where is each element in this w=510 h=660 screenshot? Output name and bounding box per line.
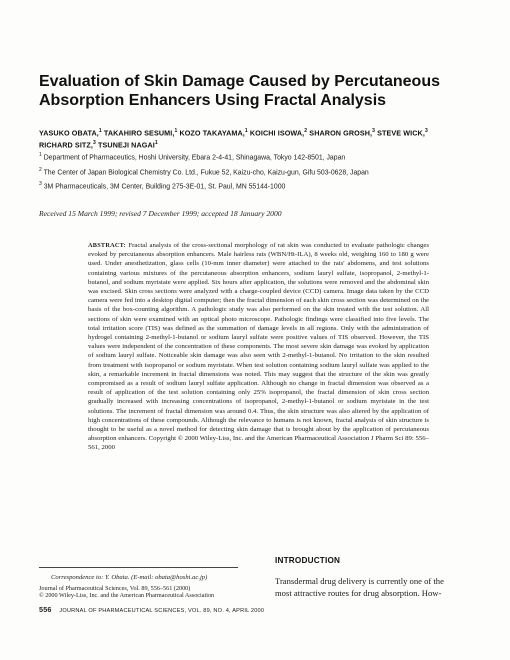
author-name: KOZO TAKAYAMA, [179,128,245,138]
affiliation-mark: 1 [39,152,42,158]
author-name: TAKAHIRO SESUMI, [103,128,175,138]
affiliation-1 [39,151,479,162]
affiliation-text: The Center of Japan Biological Chemistry Co. Ltd., Fukue 52, Kaizu-cho, Kaizu-gun, Gifu 503-0628, Japan [43,169,369,177]
author-affiliation-mark: 1 [154,140,158,147]
author-name: STEVE WICK, [377,128,425,138]
author-affiliation-mark: 1 [98,128,102,134]
author-list [39,126,479,151]
page-number: 556 [39,605,52,614]
correspondence-footnote [39,574,249,599]
copyright-notice: © 2000 Wiley-Liss, Inc. and the American Pharmaceutical Association [39,591,215,599]
abstract [88,241,429,453]
author-affiliation-mark: 3 [93,140,96,147]
affiliation-2 [39,166,479,177]
abstract-text: Fractal analysis of the cross-sectional morphology of rat skin was conducted to evaluate pathologic changes evoked by percutaneous absorption enhancers. Male hairless rats (WBN/Ht-ILA), 8 weeks old, weighing 160 to 180 g were used. Under anesthetization, glass cells (10-mm inner diameter) were attached to the rats' abdomens, and test solutions containing various mixtures of the percutaneous absorption enhancers, sodium lauryl sulfate, isopropanol, 2-methyl-1-butanol, and sodium myristate were applied. Six hours after application, the solutions were removed and the abdominal skin was excised. Skin cross sections were analyzed with a charge-coupled device (CCD) camera. Image data taken by the CCD camera were fed into a desktop digital computer; then the fractal dimension of each skin cross section was determined on the basis of the box-counting algorithm. A pathologic study was also performed on the skin treated with the test solution. All sections of skin were examined with an optical photo microscope. Pathologic findings were classified into five levels. The total irritation score (TIS) was defined as the summation of damage levels in all regions. Only with the administration of hydrogel containing 2-methyl-1-butanol or sodium lauryl sulfate were positive values of TIS observed. However, the TIS values were independent of the concentration of these components. The most severe skin damage was evoked by application of sodium lauryl sulfate. Noticeable skin damage was also seen with 2-methyl-1-butanol. No irritation to the skin resulted from treatment with isopropanol or sodium myristate. When test solution containing sodium lauryl sulfate was applied to the skin, a remarkable increment in fractal dimensions was noted. This may suggest that the structure of the skin was greatly compromised as a result of sodium lauryl sulfate application. Although no change in fractal dimension was observed as a result of application of the test solution containing only 25% isopropanol, the fractal dimension of skin cross section gradually increased with increasing concentrations of isopropanol, 2-methyl-1-butanol or sodium myristate in the test solutions. The increment of fractal dimension was around 0.4. Thus, the skin structure was also altered by the application of high concentrations of these compounds. Although the relevance to humans is not known, fractal analysis of skin structure is thought to be useful as a novel method for detecting skin damage that is brought about by the application of percutaneous absorption enhancers. Copyright © 2000 Wiley-Liss, Inc. and the American Pharmaceutical Association J Pharm Sci 89: 556–561, 2000 [88,242,429,452]
author-affiliation-mark: 3 [372,128,375,134]
author-name: YASUKO OBATA, [39,128,99,138]
correspondence-line: Correspondence to: Y. Obata. (E-mail: obata@hoshi.ac.jp) [51,574,208,581]
article-dates: Received 15 March 1999; revised 7 December 1999; accepted 18 January 2000 [39,209,282,218]
abstract-label: ABSTRACT: [88,242,126,249]
affiliation-mark: 3 [39,181,42,187]
author-affiliation-mark: 1 [174,128,178,134]
author-name: TSUNEJI NAGAI [98,140,155,150]
affiliation-text: Department of Pharmaceutics, Hoshi University, Ebara 2-4-41, Shinagawa, Tokyo 142-8501, Japan [43,154,346,162]
author-affiliation-mark: 2 [304,128,308,134]
affiliation-mark: 2 [39,167,42,173]
author-affiliation-mark: 3 [424,128,428,134]
journal-citation: Journal of Pharmaceutical Sciences, Vol. 89, 556–561 (2000) [39,584,191,592]
article-title-line-2: Absorption Enhancers Using Fractal Analysis [39,92,387,109]
footnote-divider [39,567,238,568]
author-affiliation-mark: 1 [244,128,248,134]
author-name: RICHARD SITZ, [39,140,94,150]
introduction-heading: INTRODUCTION [275,556,341,565]
introduction-line-2: most attractive routes for drug absorption. How- [275,587,442,598]
article-title-line-1: Evaluation of Skin Damage Caused by Percutaneous [39,73,440,90]
running-footer: JOURNAL OF PHARMACEUTICAL SCIENCES, VOL. 89, NO. 4, APRIL 2000 [59,608,265,614]
page-footer [39,605,264,614]
introduction-line-1: Transdermal drug delivery is currently one of the [275,576,444,586]
article-title [39,72,479,110]
author-name: SHARON GROSH, [309,128,373,138]
author-name: KOICHI ISOWA, [249,128,305,138]
affiliation-3 [39,180,479,191]
affiliation-text: 3M Pharmaceuticals, 3M Center, Building 275-3E-01, St. Paul, MN 55144-1000 [43,183,286,191]
introduction-body [275,576,483,599]
